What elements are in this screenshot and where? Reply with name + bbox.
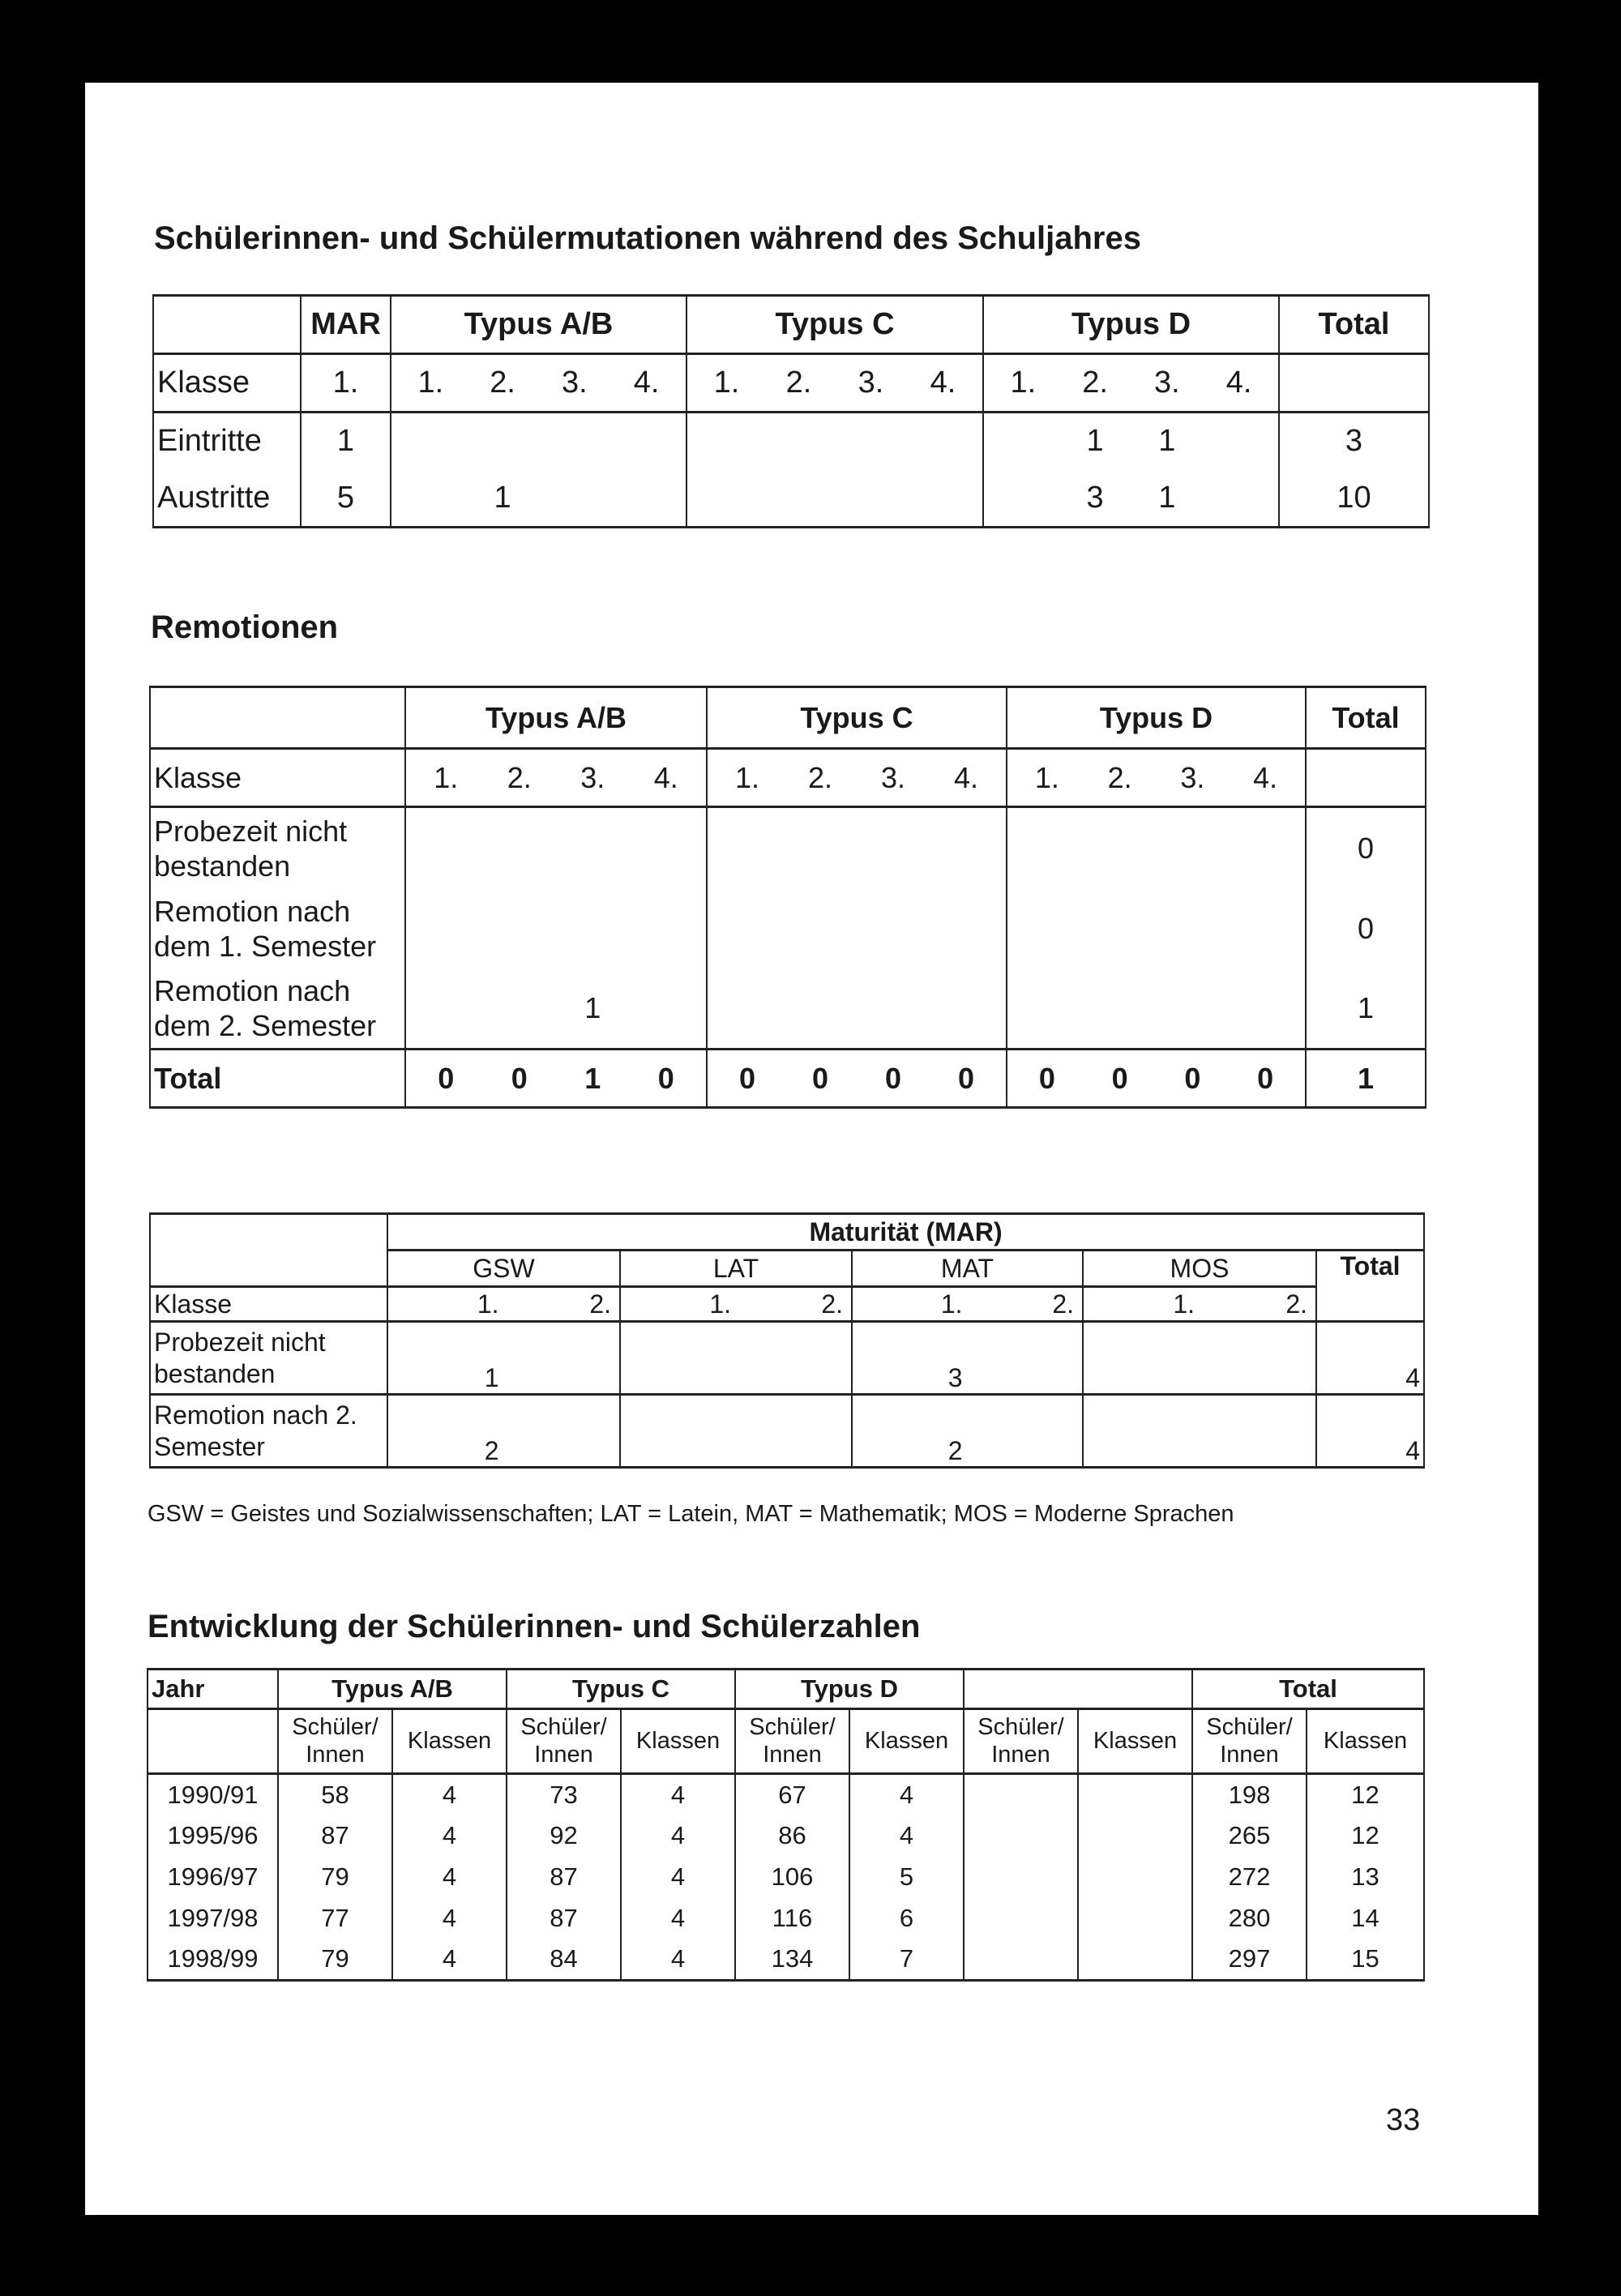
column-header: Typus D: [1007, 687, 1306, 749]
group-cell: [983, 470, 1279, 528]
value-cell: 4: [392, 1815, 507, 1857]
value-cell: 4: [621, 1815, 735, 1857]
column-header: [153, 296, 301, 354]
mar-value: 5: [301, 470, 391, 528]
cell-value: 1: [584, 991, 601, 1025]
value-cell: [1078, 1815, 1192, 1857]
table-row: [148, 1898, 1424, 1939]
value-cell: [852, 1395, 1083, 1468]
class-values: [409, 1062, 703, 1096]
column-header: Total: [1192, 1670, 1424, 1709]
subheader-klassen: Klassen: [392, 1709, 507, 1774]
column-header: Jahr: [148, 1670, 278, 1709]
cell-value: 2: [947, 1436, 963, 1465]
value-cell: 272: [1192, 1857, 1307, 1898]
group-cell: [405, 749, 707, 807]
subheader-schueler: Schüler/ Innen: [507, 1709, 621, 1774]
mutations-title: Schülerinnen- und Schülermutationen während des Schuljahres: [154, 220, 1141, 256]
class-values: [1011, 761, 1302, 795]
value-cell: 87: [507, 1898, 621, 1939]
column-header: [150, 687, 405, 749]
year-cell: 1997/98: [148, 1898, 278, 1939]
group-cell: [707, 1050, 1007, 1108]
value-cell: 6: [849, 1898, 964, 1939]
column-header: Typus A/B: [391, 296, 686, 354]
class-values: [395, 481, 682, 515]
value-cell: 12: [1307, 1774, 1424, 1815]
cell-value: 1: [1158, 424, 1176, 459]
value-cell: [1078, 1774, 1192, 1815]
row-label: Austritte: [153, 470, 301, 528]
total-cell: [1306, 749, 1426, 807]
cell-value: 0: [1038, 1061, 1055, 1095]
value-cell: 5: [849, 1857, 964, 1898]
group-cell: [707, 749, 1007, 807]
column-header: Typus C: [707, 687, 1007, 749]
table-row: [150, 807, 1426, 889]
value-cell: 92: [507, 1815, 621, 1857]
cell-value: 1.: [713, 366, 740, 400]
cell-value: 0: [438, 1061, 455, 1095]
column-header: Typus A/B: [278, 1670, 507, 1709]
column-header: MAR: [301, 296, 391, 354]
year-cell: 1995/96: [148, 1815, 278, 1857]
value-cell: 12: [1307, 1815, 1424, 1857]
group-cell: [391, 354, 686, 413]
group-cell: [983, 354, 1279, 413]
cell-value: 4.: [1225, 366, 1252, 400]
cell-value: 4.: [1253, 760, 1278, 794]
cell-value: 2: [484, 1436, 499, 1465]
cell-value: 2.: [507, 760, 532, 794]
cell-value: 1.: [477, 1289, 499, 1319]
cell-value: 0: [811, 1061, 829, 1095]
value-cell: [1083, 1395, 1316, 1468]
value-cell: 116: [735, 1898, 849, 1939]
cell-value: [1203, 424, 1275, 459]
total-header: Total: [1316, 1251, 1424, 1322]
total-cell: 1: [1306, 969, 1426, 1050]
total-cell: 10: [1279, 470, 1429, 528]
cell-value: 2.: [1052, 1289, 1074, 1319]
value-cell: 198: [1192, 1774, 1307, 1815]
group-cell: [405, 807, 707, 889]
cell-value: 0: [1184, 1061, 1201, 1095]
value-cell: 4: [621, 1774, 735, 1815]
row-label: Remotion nach 2. Semester: [150, 1395, 387, 1468]
class-values: [1011, 1062, 1302, 1096]
cell-value: 3: [947, 1363, 963, 1392]
cell-value: [630, 991, 704, 1025]
group-cell: [707, 889, 1007, 969]
cell-value: 0: [1111, 1061, 1128, 1095]
table-row: [148, 1857, 1424, 1898]
value-cell: 79: [278, 1939, 392, 1981]
table-row: [150, 969, 1426, 1050]
group-cell: [405, 1050, 707, 1108]
cell-value: 2.: [1082, 366, 1108, 400]
cell-value: 2.: [589, 1289, 611, 1319]
total-cell: 4: [1316, 1322, 1424, 1395]
value-cell: 15: [1307, 1939, 1424, 1981]
cell-value: 2.: [807, 760, 833, 794]
value-cell: 134: [735, 1939, 849, 1981]
class-cell: [1083, 1287, 1316, 1322]
value-cell: 4: [621, 1898, 735, 1939]
class-values: [856, 1289, 1079, 1319]
cell-value: [968, 1363, 1080, 1393]
class-values: [691, 366, 979, 400]
value-cell: [1083, 1322, 1316, 1395]
group-cell: [686, 470, 983, 528]
row-label: Remotion nach dem 2. Semester: [150, 969, 405, 1050]
table-row: [153, 296, 1429, 354]
cell-value: 3.: [858, 366, 884, 400]
cell-value: 3.: [580, 760, 605, 794]
row-label: Remotion nach dem 1. Semester: [150, 889, 405, 969]
year-cell: 1998/99: [148, 1939, 278, 1981]
value-cell: 13: [1307, 1857, 1424, 1898]
class-cell: [852, 1287, 1083, 1322]
value-cell: [620, 1395, 852, 1468]
table-row: [150, 687, 1426, 749]
class-values: [1087, 1289, 1312, 1319]
group-cell: [686, 413, 983, 470]
group-cell: [707, 969, 1007, 1050]
value-cell: 4: [392, 1939, 507, 1981]
table-row: [150, 1322, 1424, 1395]
class-values: [987, 481, 1275, 515]
cell-value: 1.: [1010, 366, 1037, 400]
group-cell: [391, 470, 686, 528]
cell-value: 4.: [653, 760, 678, 794]
column-header: Typus D: [735, 1670, 964, 1709]
subheader-schueler: Schüler/ Innen: [1192, 1709, 1307, 1774]
cell-value: 0: [511, 1061, 528, 1095]
value-cell: 86: [735, 1815, 849, 1857]
cell-value: [483, 991, 557, 1025]
table-row: [148, 1774, 1424, 1815]
empty-header: [150, 1214, 387, 1287]
subject-header: MAT: [852, 1251, 1083, 1287]
cell-value: 3.: [1154, 366, 1180, 400]
cell-value: 1: [494, 480, 511, 515]
subheader-klassen: Klassen: [1307, 1709, 1424, 1774]
mar-class: 1.: [301, 354, 391, 413]
value-cell: [852, 1322, 1083, 1395]
value-cell: 73: [507, 1774, 621, 1815]
table-row: [153, 354, 1429, 413]
cell-value: [395, 481, 467, 515]
page-number: 33: [1386, 2103, 1421, 2137]
value-cell: 77: [278, 1898, 392, 1939]
total-cell: 4: [1316, 1395, 1424, 1468]
group-cell: [1007, 807, 1306, 889]
maturitaet-table: [149, 1212, 1425, 1469]
value-cell: [1078, 1857, 1192, 1898]
cell-value: 1.: [734, 760, 760, 794]
subject-header: GSW: [387, 1251, 620, 1287]
row-label: Klasse: [153, 354, 301, 413]
entwicklung-title: Entwicklung der Schülerinnen- und Schülerzahlen: [148, 1609, 921, 1644]
total-cell: 3: [1279, 413, 1429, 470]
cell-value: 0: [738, 1061, 756, 1095]
values: [391, 1436, 616, 1466]
value-cell: 4: [621, 1857, 735, 1898]
cell-value: 2.: [490, 366, 515, 400]
value-cell: 4: [621, 1939, 735, 1981]
value-cell: [387, 1322, 620, 1395]
cell-value: [987, 424, 1059, 459]
table-row: [150, 1050, 1426, 1108]
table-row: [150, 1214, 1424, 1251]
cell-value: 3: [1086, 480, 1104, 515]
subheader-schueler: Schüler/ Innen: [278, 1709, 392, 1774]
value-cell: [964, 1857, 1078, 1898]
column-header: Typus C: [686, 296, 983, 354]
cell-value: [610, 481, 682, 515]
column-header: [964, 1670, 1192, 1709]
column-header: Total: [1279, 296, 1429, 354]
value-cell: 106: [735, 1857, 849, 1898]
value-cell: 58: [278, 1774, 392, 1815]
class-values: [711, 761, 1003, 795]
cell-value: 1.: [709, 1289, 731, 1319]
class-values: [395, 366, 682, 400]
total-cell: 0: [1306, 807, 1426, 889]
class-values: [987, 366, 1275, 400]
cell-value: 1.: [1034, 760, 1059, 794]
value-cell: [620, 1322, 852, 1395]
cell-value: [968, 1436, 1080, 1466]
cell-value: 2.: [1107, 760, 1132, 794]
year-cell: 1990/91: [148, 1774, 278, 1815]
value-cell: [964, 1939, 1078, 1981]
cell-value: 1.: [434, 760, 459, 794]
class-cell: [387, 1287, 620, 1322]
group-cell: [1007, 969, 1306, 1050]
empty-cell: [148, 1709, 278, 1774]
group-cell: [1007, 749, 1306, 807]
cell-value: 4.: [633, 366, 660, 400]
total-cell: 1: [1306, 1050, 1426, 1108]
group-cell: [405, 889, 707, 969]
row-label: Probezeit nicht bestanden: [150, 807, 405, 889]
value-cell: [387, 1395, 620, 1468]
cell-value: 4.: [930, 366, 956, 400]
group-cell: [1007, 889, 1306, 969]
cell-value: 4.: [953, 760, 979, 794]
cell-value: 1: [1086, 424, 1104, 459]
value-cell: 4: [392, 1898, 507, 1939]
table-row: [150, 1395, 1424, 1468]
group-header: Maturität (MAR): [387, 1214, 1424, 1251]
class-values: [624, 1289, 848, 1319]
class-values: [391, 1289, 616, 1319]
class-values: [987, 424, 1275, 459]
cell-value: 0: [884, 1061, 902, 1095]
mutations-table: [152, 294, 1430, 528]
table-row: [148, 1939, 1424, 1981]
value-cell: 14: [1307, 1898, 1424, 1939]
cell-value: [504, 1436, 617, 1466]
cell-value: 2.: [821, 1289, 843, 1319]
values: [391, 1363, 616, 1393]
value-cell: 87: [278, 1815, 392, 1857]
value-cell: [964, 1898, 1078, 1939]
value-cell: 67: [735, 1774, 849, 1815]
subject-header: MOS: [1083, 1251, 1316, 1287]
cell-value: 0: [657, 1061, 674, 1095]
group-cell: [983, 413, 1279, 470]
table-row: [148, 1709, 1424, 1774]
value-cell: 280: [1192, 1898, 1307, 1939]
values: [856, 1363, 1079, 1393]
cell-value: 2.: [785, 366, 812, 400]
value-cell: 87: [507, 1857, 621, 1898]
table-row: [153, 470, 1429, 528]
class-cell: [620, 1287, 852, 1322]
row-label: Klasse: [150, 1287, 387, 1322]
row-label: Klasse: [150, 749, 405, 807]
cell-value: 1: [1158, 480, 1176, 515]
column-header: Typus D: [983, 296, 1279, 354]
group-cell: [686, 354, 983, 413]
subheader-klassen: Klassen: [621, 1709, 735, 1774]
group-cell: [1007, 1050, 1306, 1108]
year-cell: 1996/97: [148, 1857, 278, 1898]
value-cell: [1078, 1939, 1192, 1981]
value-cell: 7: [849, 1939, 964, 1981]
column-header: Typus C: [507, 1670, 735, 1709]
subheader-klassen: Klassen: [849, 1709, 964, 1774]
group-cell: [707, 807, 1007, 889]
values: [856, 1436, 1079, 1466]
group-cell: [405, 969, 707, 1050]
cell-value: 1: [584, 1061, 601, 1095]
total-cell: [1279, 354, 1429, 413]
class-values: [409, 761, 703, 795]
subheader-klassen: Klassen: [1078, 1709, 1192, 1774]
entwicklung-table: [147, 1668, 1425, 1982]
row-label: Eintritte: [153, 413, 301, 470]
cell-value: 3.: [1180, 760, 1205, 794]
total-cell: 0: [1306, 889, 1426, 969]
value-cell: 4: [392, 1774, 507, 1815]
class-values: [409, 991, 703, 1025]
cell-value: 1.: [1173, 1289, 1195, 1319]
column-header: Total: [1306, 687, 1426, 749]
cell-value: [987, 481, 1059, 515]
value-cell: 84: [507, 1939, 621, 1981]
table-row: [148, 1815, 1424, 1857]
remotionen-table: [149, 686, 1426, 1109]
subheader-schueler: Schüler/ Innen: [735, 1709, 849, 1774]
cell-value: 3.: [880, 760, 906, 794]
cell-value: 3.: [562, 366, 588, 400]
table-row: [150, 749, 1426, 807]
mar-value: 1: [301, 413, 391, 470]
remotionen-title: Remotionen: [151, 609, 339, 645]
value-cell: [1078, 1898, 1192, 1939]
table-row: [148, 1670, 1424, 1709]
value-cell: 4: [849, 1774, 964, 1815]
cell-value: [409, 991, 483, 1025]
maturitaet-footnote: GSW = Geistes und Sozialwissenschaften; LAT = Latein, MAT = Mathematik; MOS = Moderne Sprachen: [148, 1501, 1234, 1527]
cell-value: 2.: [1285, 1289, 1307, 1319]
value-cell: 4: [392, 1857, 507, 1898]
subheader-schueler: Schüler/ Innen: [964, 1709, 1078, 1774]
cell-value: 0: [1257, 1061, 1274, 1095]
value-cell: [964, 1774, 1078, 1815]
row-label: Probezeit nicht bestanden: [150, 1322, 387, 1395]
table-row: [150, 889, 1426, 969]
value-cell: 79: [278, 1857, 392, 1898]
cell-value: [504, 1363, 617, 1393]
cell-value: 0: [957, 1061, 975, 1095]
cell-value: [1203, 481, 1275, 515]
group-cell: [391, 413, 686, 470]
value-cell: 265: [1192, 1815, 1307, 1857]
value-cell: [964, 1815, 1078, 1857]
table-row: [153, 413, 1429, 470]
column-header: Typus A/B: [405, 687, 707, 749]
class-values: [711, 1062, 1003, 1096]
cell-value: 1: [484, 1363, 499, 1392]
cell-value: 1.: [940, 1289, 963, 1319]
subject-header: LAT: [620, 1251, 852, 1287]
total-row-label: Total: [150, 1050, 405, 1108]
value-cell: 4: [849, 1815, 964, 1857]
value-cell: 297: [1192, 1939, 1307, 1981]
cell-value: 1.: [417, 366, 444, 400]
table-row: [150, 1287, 1424, 1322]
cell-value: [539, 481, 611, 515]
